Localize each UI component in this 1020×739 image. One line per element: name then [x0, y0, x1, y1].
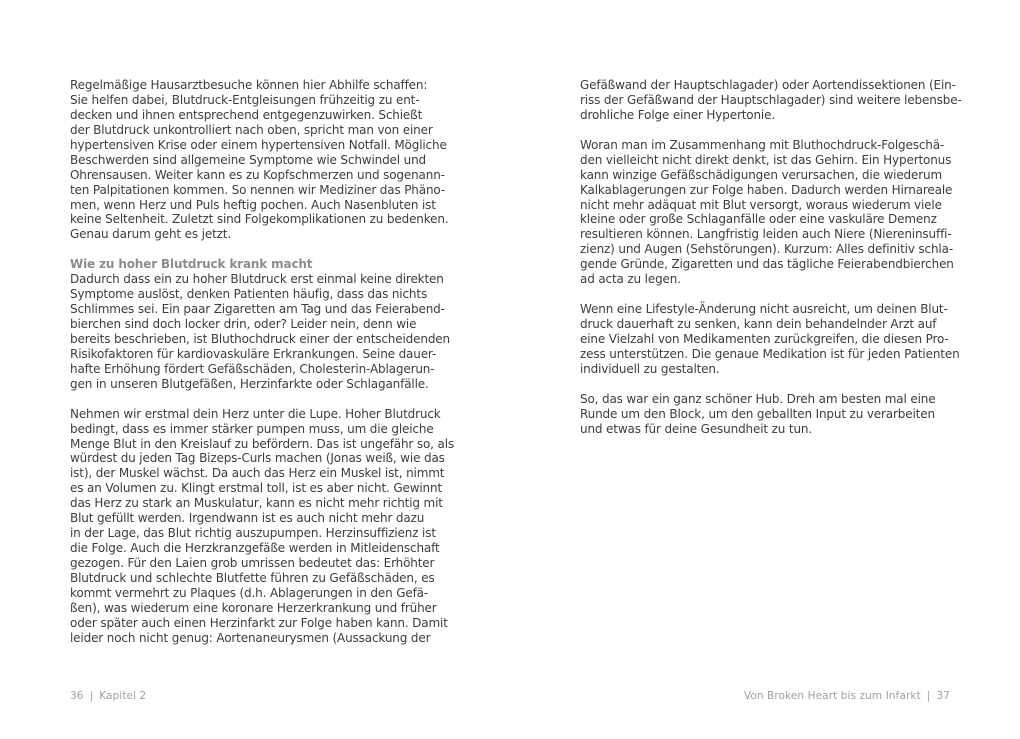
body-text-line: riss der Gefäßwand der Hauptschlagader) sind weitere lebensbe-	[580, 92, 962, 107]
body-text-line: kann winzige Gefäßschädigungen verursachen, die wiederum	[580, 167, 943, 182]
body-text-line: druck dauerhaft zu senken, kann dein behandelnder Arzt auf	[580, 317, 937, 331]
paragraph-spacer	[580, 377, 960, 392]
body-text-line: resultieren können. Langfristig leiden auch Niere (Niereninsuffi-	[580, 227, 952, 242]
section-heading: Wie zu hoher Blutdruck krank macht	[70, 257, 313, 272]
body-text-line: drohliche Folge einer Hypertonie.	[580, 107, 776, 122]
footer-separator: |	[89, 690, 94, 702]
body-text-line: ad acta zu legen.	[580, 272, 681, 287]
body-text-line: leider noch nicht genug: Aortenaneurysmen (Aussackung der	[70, 630, 431, 645]
body-text-line: decken und ihnen entsprechend entgegenzuwirken. Schießt	[70, 107, 423, 122]
chapter-label: Kapitel 2	[99, 690, 147, 702]
body-text-line: Kalkablagerungen zur Folge haben. Dadurch werden Hirnareale	[580, 182, 953, 197]
body-text-line: Genau darum geht es jetzt.	[70, 227, 231, 242]
body-text-line: Runde um den Block, um den geballten Input zu verarbeiten	[580, 406, 935, 421]
body-text-line: individuell zu gestalten.	[580, 361, 720, 376]
body-text-line: Ohrensausen. Weiter kann es zu Kopfschmerzen und sogenann-	[70, 167, 445, 182]
body-text-line: der Blutdruck unkontrolliert nach oben, spricht man von einer	[70, 122, 433, 137]
body-text-line: nicht mehr adäquat mit Blut versorgt, woraus wiederum viele	[580, 197, 942, 212]
body-text-line: zess unterstützen. Die genaue Medikation ist für jeden Patienten	[580, 346, 960, 361]
body-text-line: gende Gründe, Zigaretten und das tägliche Feierabendbierchen	[580, 257, 954, 272]
body-text-line: würdest du jeden Tag Bizeps-Curls machen (Jonas weiß, wie das	[70, 451, 445, 466]
paragraph-spacer	[580, 123, 960, 138]
body-text-line: ßen), was wiederum eine koronare Herzerkrankung und früher	[70, 600, 437, 615]
body-text-line: Blut gefüllt werden. Irgendwann ist es auch nicht mehr dazu	[70, 511, 425, 526]
body-text-line: ten Palpitationen kommen. So nennen wir Mediziner das Phäno-	[70, 182, 446, 197]
body-text-line: bereits beschrieben, ist Bluthochdruck einer der entscheidenden	[70, 331, 450, 346]
body-text-line: eine Vielzahl von Medikamenten zurückgreifen, die diesen Pro-	[580, 331, 949, 346]
right-page-footer	[744, 690, 950, 702]
body-text-line: Dadurch dass ein zu hoher Blutdruck erst einmal keine direkten	[70, 272, 444, 287]
body-text-line: bedingt, dass es immer stärker pumpen muss, um die gleiche	[70, 421, 434, 436]
body-text-line: den vielleicht nicht direkt denkt, ist das Gehirn. Ein Hypertonus	[580, 152, 952, 167]
footer-separator: |	[926, 690, 931, 702]
body-text-line: kommt vermehrt zu Plaques (d.h. Ablagerungen in den Gefä-	[70, 585, 429, 600]
body-text-line: Gefäßwand der Hauptschlagader) oder Aortendissektionen (Ein-	[580, 78, 956, 92]
page-number: 36	[70, 690, 84, 702]
body-text-line: bierchen sind doch locker drin, oder? Leider nein, denn wie	[70, 317, 417, 331]
body-text-line: hypertensiven Krise oder einem hypertensiven Notfall. Mögliche	[70, 137, 447, 152]
body-text-line: das Herz zu stark an Muskulatur, kann es nicht mehr richtig mit	[70, 496, 443, 511]
body-text-line: die Folge. Auch die Herzkranzgefäße werden in Mitleidenschaft	[70, 541, 440, 556]
body-text-line: oder später auch einen Herzinfarkt zur Folge haben kann. Damit	[70, 615, 448, 630]
right-page-text-column	[580, 78, 960, 437]
body-text-line: Schlimmes sei. Ein paar Zigaretten am Tag und das Feierabend-	[70, 302, 445, 317]
body-text-line: gen in unseren Blutgefäßen, Herzinfarkte oder Schlaganfälle.	[70, 376, 429, 391]
body-text-line: gezogen. Für den Laien grob umrissen bedeutet das: Erhöhter	[70, 556, 435, 570]
body-text-line: Woran man im Zusammenhang mit Bluthochdruck-Folgeschä-	[580, 137, 945, 152]
body-text-line: Nehmen wir erstmal dein Herz unter die Lupe. Hoher Blutdruck	[70, 406, 441, 421]
body-text-line: Risikofaktoren für kardiovaskuläre Erkrankungen. Seine dauer-	[70, 346, 437, 361]
body-text-line: es an Volumen zu. Klingt erstmal toll, ist es aber nicht. Gewinnt	[70, 481, 443, 496]
paragraph-spacer	[70, 242, 450, 257]
body-text-line: zienz) und Augen (Sehstörungen). Kurzum: Alles definitiv schla-	[580, 242, 954, 257]
body-text-line: Wenn eine Lifestyle-Änderung nicht ausreicht, um deinen Blut-	[580, 302, 948, 317]
body-text-line: Beschwerden sind allgemeine Symptome wie Schwindel und	[70, 152, 427, 167]
left-page-footer	[70, 690, 146, 702]
paragraph-spacer	[70, 392, 450, 407]
body-text-line: und etwas für deine Gesundheit zu tun.	[580, 421, 813, 436]
body-text-line: So, das war ein ganz schöner Hub. Dreh am besten mal eine	[580, 391, 936, 406]
body-text-line: hafte Erhöhung fördert Gefäßschäden, Cholesterin-Ablagerun-	[70, 361, 435, 376]
body-text-line: Blutdruck und schlechte Blutfette führen zu Gefäßschäden, es	[70, 570, 435, 585]
body-text-line: kleine oder große Schlaganfälle oder eine vaskuläre Demenz	[580, 212, 937, 227]
body-text-line: Menge Blut in den Kreislauf zu befördern. Das ist ungefähr so, als	[70, 436, 454, 451]
body-text-line: Symptome auslöst, denken Patienten häufig, dass das nichts	[70, 287, 428, 302]
left-page-text-column	[70, 78, 454, 646]
body-text-line: men, wenn Herz und Puls heftig pochen. Auch Nasenbluten ist	[70, 197, 436, 212]
body-text-line: Regelmäßige Hausarztbesuche können hier Abhilfe schaffen:	[70, 78, 428, 92]
body-text-line: Sie helfen dabei, Blutdruck-Entgleisungen frühzeitig zu ent-	[70, 92, 420, 107]
body-text-line: keine Seltenheit. Zuletzt sind Folgekomplikationen zu bedenken.	[70, 212, 449, 227]
right-page	[510, 0, 1020, 739]
page-number: 37	[936, 690, 950, 702]
book-title: Von Broken Heart bis zum Infarkt	[743, 690, 921, 702]
body-text-line: ist), der Muskel wächst. Da auch das Herz ein Muskel ist, nimmt	[70, 466, 445, 481]
body-text-line: in der Lage, das Blut richtig auszupumpen. Herzinsuffizienz ist	[70, 526, 436, 541]
paragraph-spacer	[580, 287, 960, 302]
